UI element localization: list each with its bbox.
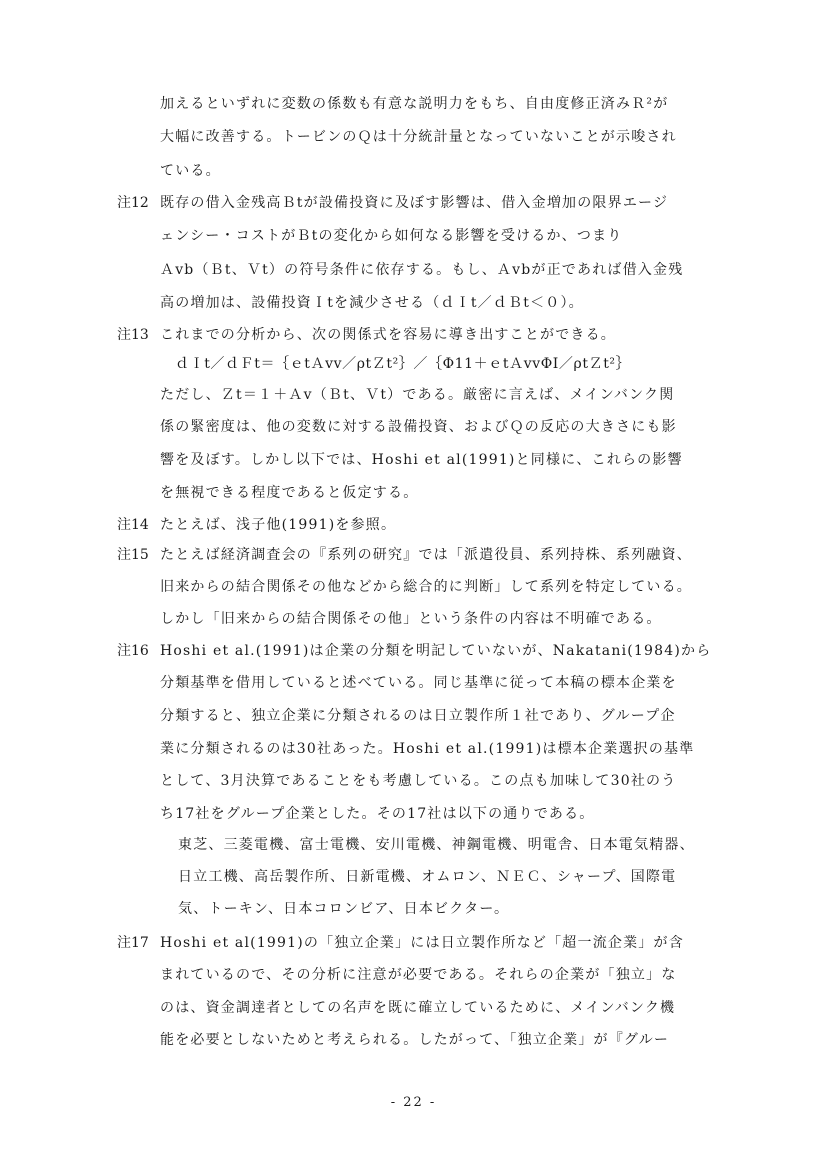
note-15-line-1: たとえば経済調査会の『系列の研究』では「派遣役員、系列持株、系列融資、 — [160, 547, 692, 563]
note-14-label: 注14 — [117, 517, 149, 533]
note-16-line-5: として、3月決算であることをも考慮している。この点も加味して30社のう — [160, 773, 677, 789]
note-17-line-2: まれているので、その分析に注意が必要である。それらの企業が「独立」な — [160, 967, 677, 983]
note-12-line-3: Ａvb（Ｂt、Ｖt）の符号条件に依存する。もし、Ａvbが正であれば借入金残 — [160, 262, 684, 278]
note-12-label: 注12 — [117, 195, 149, 211]
note-16-line-2: 分類基準を借用していると述べている。同じ基準に従って本稿の標本企業を — [160, 675, 677, 691]
note-13-line-1: これまでの分析から、次の関係式を容易に導き出すことができる。 — [160, 327, 616, 343]
note-16-company-list-1: 東芝、三菱電機、富士電機、安川電機、神鋼電機、明電舎、日本電気精器、 — [178, 837, 695, 853]
note-17-line-4: 能を必要としないためと考えられる。したがって、「独立企業」が『グルー — [160, 1032, 670, 1048]
note-16-line-4: 業に分類されるのは30社あった。Hoshi et al.(1991)は標本企業選択の基準 — [160, 741, 695, 757]
note-16-line-1: Hoshi et al.(1991)は企業の分類を明記していないが、Nakatani(1984)から — [160, 643, 712, 659]
note-14-line-1: たとえば、浅子他(1991)を参照。 — [160, 517, 397, 533]
note-15-label: 注15 — [117, 547, 149, 563]
note-16-line-6: ち17社をグループ企業とした。その17社は以下の通りである。 — [160, 806, 595, 822]
note-13-line-3: ただし、Ｚt＝１＋Ａv（Ｂt、Ｖt）である。厳密に言えば、メインバンク関 — [160, 387, 675, 403]
note-16-label: 注16 — [117, 643, 149, 659]
note-16-company-list-2: 日立工機、高岳製作所、日新電機、オムロン、ＮＥＣ、シャープ、国際電 — [178, 869, 677, 885]
note-15-line-2: 旧来からの結合関係その他などから総合的に判断」して系列を特定している。 — [160, 579, 692, 595]
note-13-label: 注13 — [117, 327, 149, 343]
note-12-line-4: 高の増加は、設備投資Ｉtを減少させる（ｄＩt／ｄＢt＜０）。 — [160, 295, 584, 311]
intro-line-2: 大幅に改善する。トービンのＱは十分統計量となっていないことが示唆され — [160, 129, 677, 145]
note-16-line-3: 分類すると、独立企業に分類されるのは日立製作所１社であり、グループ企 — [160, 708, 676, 724]
note-13-equation: ｄＩt／ｄＦt＝｛ｅtＡvv／ρtＺt²｝／｛Φ11＋ｅtＡvvΦI／ρtＺt²｝ — [175, 356, 631, 372]
intro-line-1: 加えるといずれに変数の係数も有意な説明力をもち、自由度修正済みＲ²が — [160, 96, 669, 112]
note-17-label: 注17 — [117, 935, 149, 951]
note-13-line-6: を無視できる程度であると仮定する。 — [160, 485, 419, 501]
note-12-line-1: 既存の借入金残高Ｂtが設備投資に及ぼす影響は、借入金増加の限界エージ — [160, 195, 669, 211]
note-12-line-2: ェンシー・コストがＢtの変化から如何なる影響を受けるか、つまり — [160, 228, 623, 244]
intro-line-3: ている。 — [160, 163, 221, 179]
note-13-line-5: 響を及ぼす。しかし以下では、Hoshi et al(1991)と同様に、これらの影響 — [160, 452, 683, 468]
note-15-line-3: しかし「旧来からの結合関係その他」という条件の内容は不明確である。 — [160, 611, 662, 627]
note-16-company-list-3: 気、トーキン、日本コロンビア、日本ビクター。 — [178, 901, 510, 917]
note-13-line-4: 係の緊密度は、他の変数に対する設備投資、およびＱの反応の大きさにも影 — [160, 419, 677, 435]
page-number: - 22 - — [390, 1095, 437, 1110]
note-17-line-3: のは、資金調達者としての名声を既に確立しているために、メインバンク機 — [160, 1000, 676, 1016]
note-17-line-1: Hoshi et al(1991)の「独立企業」には日立製作所など「超一流企業」が含 — [160, 935, 684, 951]
